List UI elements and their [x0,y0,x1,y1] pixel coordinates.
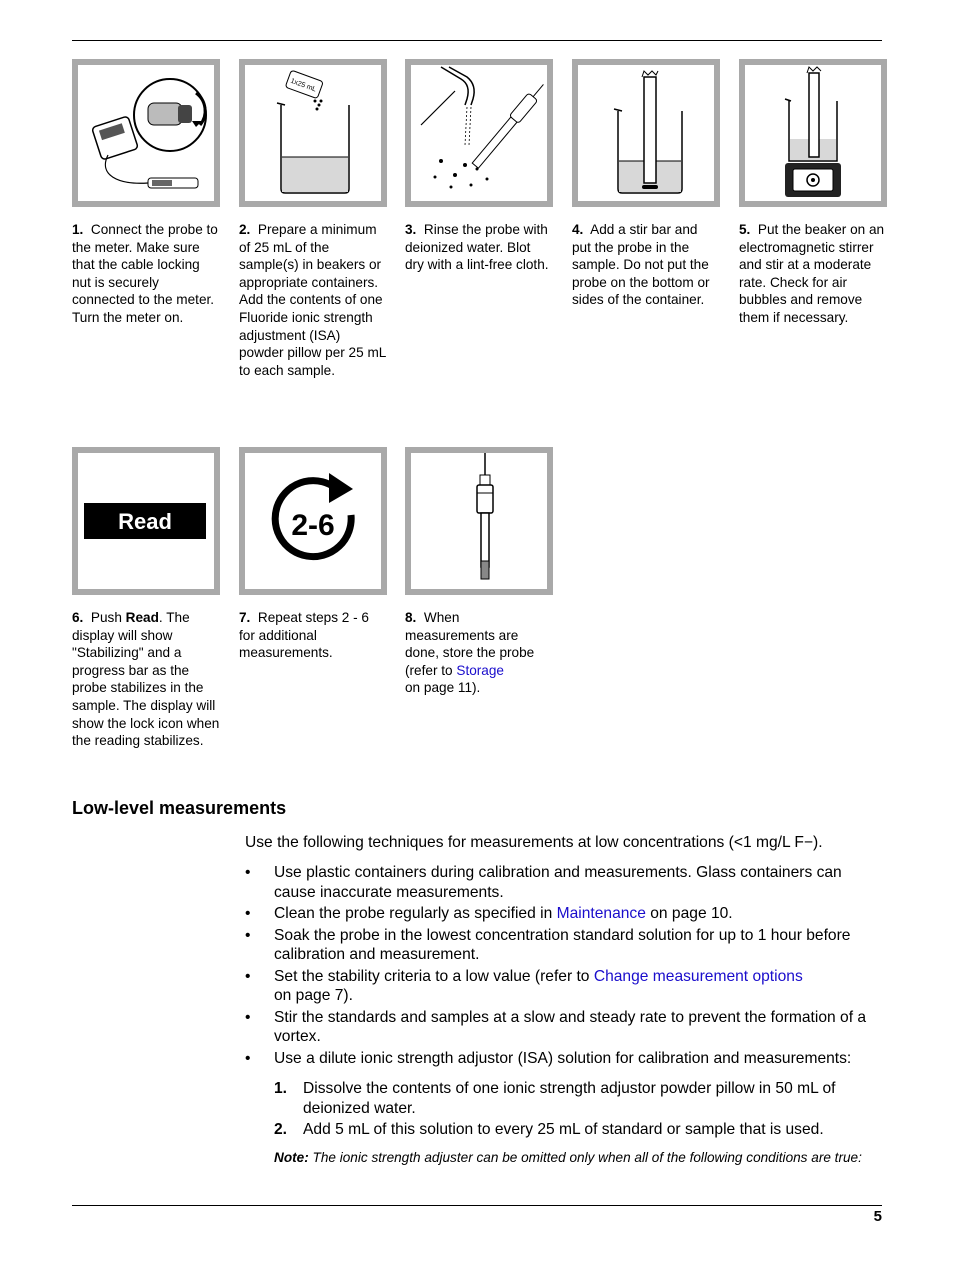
section-title: Low-level measurements [72,798,287,818]
page-number: 5 [873,1208,882,1225]
step-1 [72,59,220,327]
stored-probe-icon [411,453,547,589]
step-5-illustration [739,59,887,207]
step-1-number: 1. [72,222,84,237]
step-6-read-key: Read [125,610,159,625]
step-8 [405,447,553,697]
stirrer-icon [745,65,881,201]
maintenance-link[interactable]: Maintenance [556,905,646,922]
section-intro: Use the following techniques for measurements at low concentrations (<1 mg/L F−). [245,834,823,851]
list-item: • Stir the standards and samples at a slow and steady rate to prevent the formation of a vortex. [245,1008,867,1045]
step-8-text-pre: When measurements are done, store the probe (refer to [405,610,535,678]
note-label: Note: [274,1150,309,1165]
list-item: • Use plastic containers during calibration and measurements. Glass containers can cause inaccurate measurements. [245,864,842,901]
read-key-icon [78,453,214,589]
list-item: • Clean the probe regularly as specified in Maintenance on page 10. [245,905,733,922]
step-6 [72,447,220,750]
step-3-text: Rinse the probe with deionized water. Blot dry with a lint-free cloth. [405,222,549,273]
beaker-pillow-icon [245,65,381,201]
step-1-illustration [72,59,220,207]
step-4 [572,59,720,309]
step-8-number: 8. [405,610,417,625]
technique-list [245,863,875,1070]
storage-link[interactable]: Storage [456,662,504,678]
step-8-illustration [405,447,553,595]
connect-probe-icon [78,65,214,201]
list-item: • Soak the probe in the lowest concentration standard solution for up to 1 hour before calibration and measurement. [245,926,851,963]
step-3 [405,59,553,274]
note-text: The ionic strength adjuster can be omitted only when all of the following conditions are true: [312,1150,862,1165]
note [274,1150,874,1167]
step-6-text-post: . The display will show "Stabilizing" and a progress bar as the probe stabilizes in the sample. The display will show the lock icon when the reading stabilizes. [72,610,220,749]
step-2-text: Prepare a minimum of 25 mL of the sample(s) in beakers or appropriate containers. Add the contents of one Fluoride ionic strength adjustment (ISA) powder pillow per 25 mL to each sample. [239,222,386,378]
step-4-number: 4. [572,222,584,237]
step-6-number: 6. [72,610,84,625]
step-5-number: 5. [739,222,751,237]
list-item: • Set the stability criteria to a low value (refer to Change measurement options on page 7). [245,967,803,1004]
step-4-text: Add a stir bar and put the probe in the sample. Do not put the probe on the bottom or sides of the container. [572,222,710,308]
repeat-icon [245,453,381,589]
change-measurement-options-link[interactable]: Change measurement options [593,967,803,985]
step-3-illustration [405,59,553,207]
step-6-illustration [72,447,220,595]
probe-in-beaker-icon [578,65,714,201]
step-6-text-pre: Push [90,610,122,625]
read-key-label: Read [118,509,172,534]
step-8-text-post: on page 11). [405,680,481,696]
step-2 [239,59,387,379]
step-4-illustration [572,59,720,207]
step-5-text: Put the beaker on an electromagnetic stirrer and stir at a moderate rate. Check for air bubbles and remove them if necessary. [739,222,885,325]
list-item: 2. Add 5 mL of this solution to every 25 mL of standard or sample that is used. [274,1121,824,1138]
step-7 [239,447,387,662]
step-3-number: 3. [405,222,417,237]
list-item: • Use a dilute ionic strength adjustor (ISA) solution for calibration and measurements: [245,1049,852,1067]
step-7-text: Repeat steps 2 - 6 for additional measurements. [239,610,369,661]
step-1-text: Connect the probe to the meter. Make sure that the cable locking nut is securely connected to the meter. Turn the meter on. [72,222,218,325]
list-item: 1. Dissolve the contents of one ionic strength adjustor powder pillow in 50 mL of deionized water. [274,1080,836,1117]
step-5 [739,59,887,327]
isa-substeps [274,1079,874,1142]
pillow-label: 1x25 mL [289,77,318,94]
step-2-number: 2. [239,222,251,237]
footer-rule [72,1205,882,1206]
repeat-label: 2-6 [291,509,335,542]
header-rule [72,40,882,41]
step-2-illustration [239,59,387,207]
step-7-illustration [239,447,387,595]
rinse-probe-icon [411,65,547,201]
step-7-number: 7. [239,610,251,625]
